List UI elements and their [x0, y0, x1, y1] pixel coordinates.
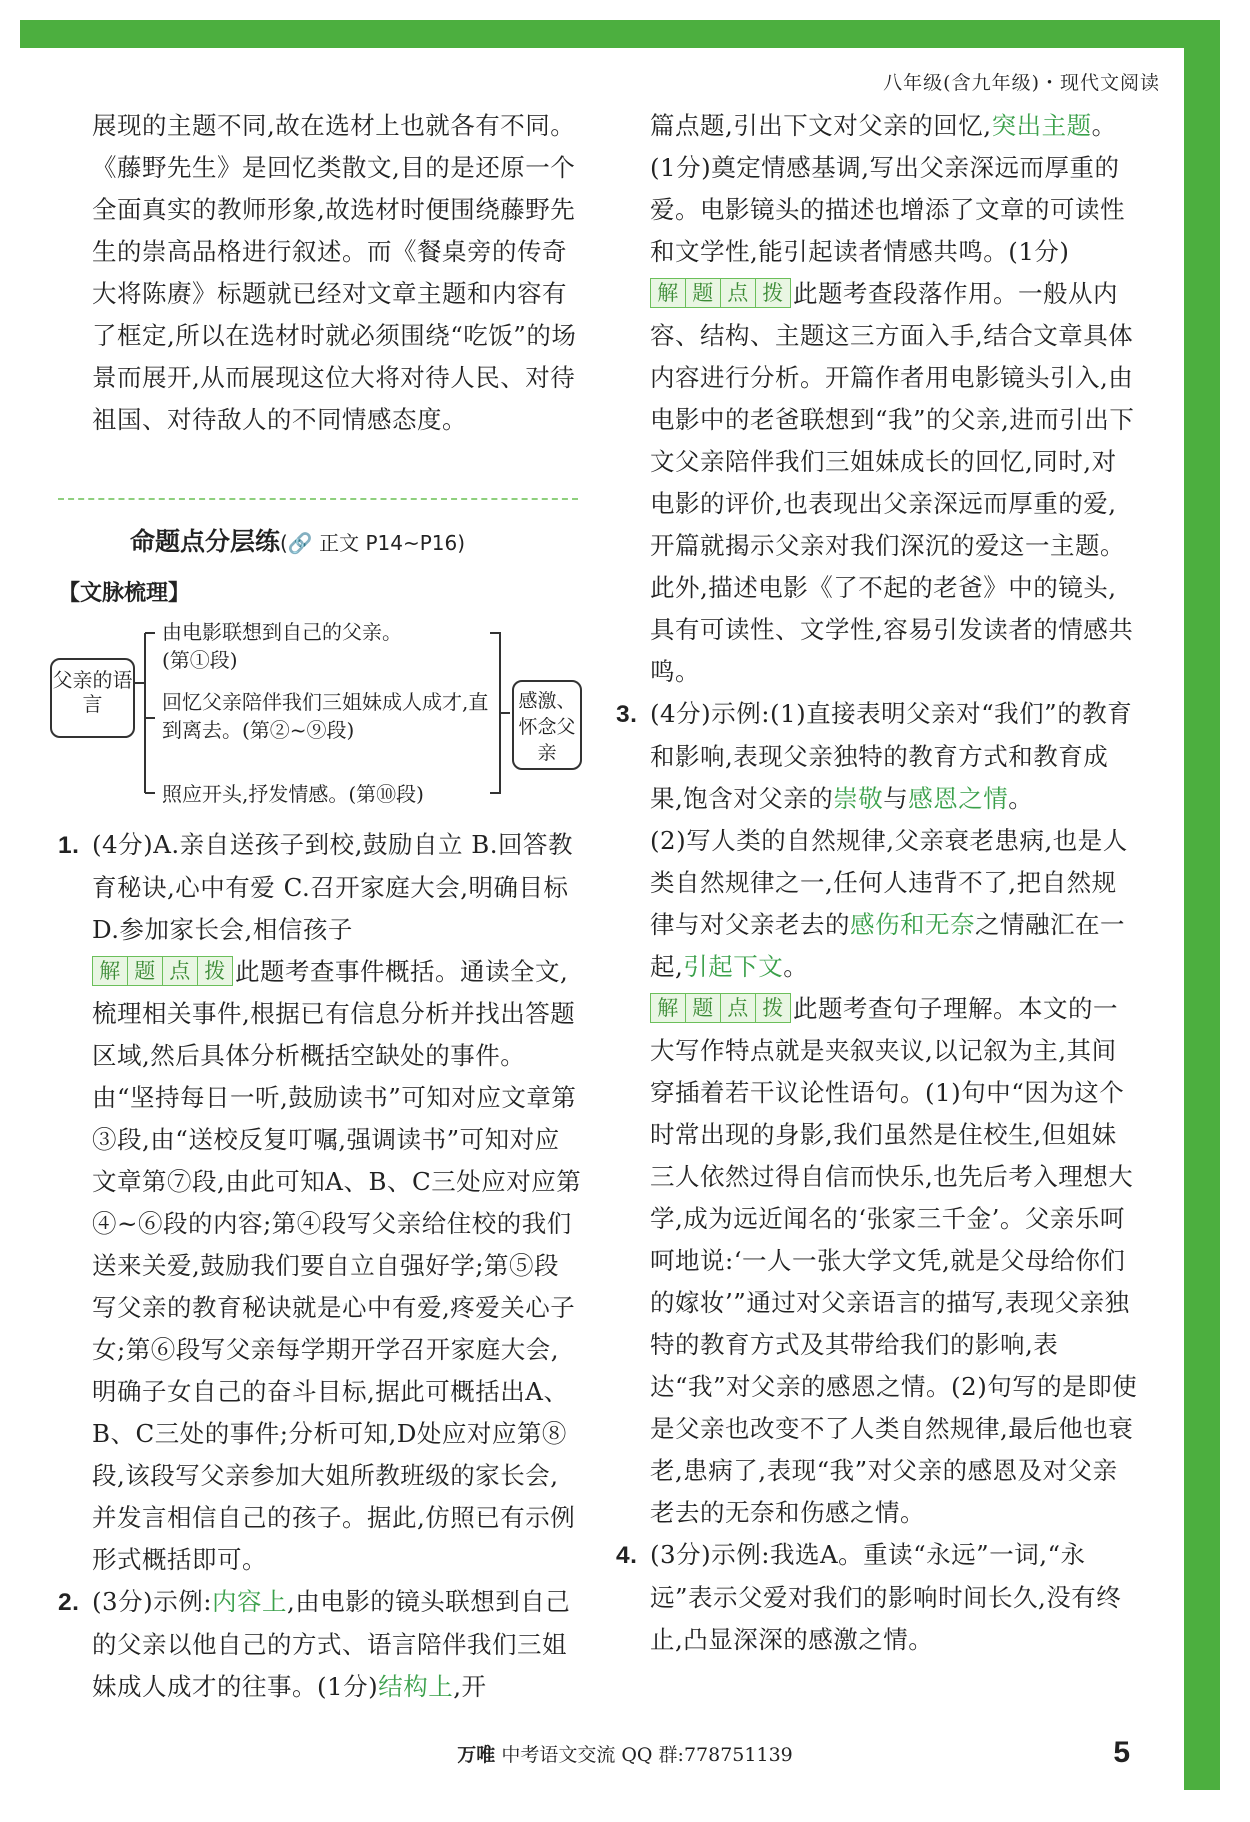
page-number: 5 — [1113, 1736, 1130, 1769]
answer-2-continued: 篇点题,引出下文对父亲的回忆,突出主题。(1分)奠定情感基调,写出父亲深远而厚重的爱。电影镜头的描述也增添了文章的可读性和文学性,能引起读者情感共鸣。(1分) — [650, 111, 1125, 266]
keyword-theme: 突出主题 — [991, 111, 1092, 140]
left-answers — [58, 824, 582, 1708]
answer-2-number: 2. — [58, 1589, 80, 1616]
answer-2-tip — [650, 273, 1140, 693]
mindmap-root: 父亲的语言 — [50, 658, 135, 738]
section-title-text: 命题点分层练 — [130, 527, 281, 556]
brand-logo: 万唯 — [457, 1744, 496, 1766]
mindmap-branch-1-note: (第①段) — [162, 648, 238, 672]
structure-mindmap — [50, 618, 590, 818]
intro-paragraph: 展现的主题不同,故在选材上也就各有不同。《藤野先生》是回忆类散文,目的是还原一个全面真实的教师形象,故选材时便围绕藤野先生的崇高品格进行叙述。而《餐桌旁的传奇大将陈赓》标题就已经对文章主题和内容有了框定,所以在选材时就必须围绕“吃饭”的场景而展开,从而展现这位大将对待人民、对待祖国、对待敌人的不同情感态度。 — [92, 111, 577, 434]
answer-1 — [58, 824, 582, 951]
mindmap-result: 感激、怀念父亲 — [512, 680, 582, 770]
right-column — [616, 105, 1140, 1661]
answer-4: 4. (3分)示例:我选A。重读“永远”一词,“永远”表示父爱对我们的影响时间长久,没有终止,凸显深深的感激之情。 — [650, 1534, 1140, 1661]
answer-3-tip-text: 此题考查句子理解。本文的一大写作特点就是夹叙夹议,以记叙为主,其间穿插着若干议论性语句。(1)句中“因为这个时常出现的身影,我们虽然是住校生,但姐妹三人依然过得自信而快乐,也先后考入理想大学,成为远近闻名的‘张家三千金’。父亲乐呵呵地说:‘一人一张大学文凭,就是父母给你们的嫁妆’”通过对父亲语言的描写,表现父亲独特的教育方式及其带给我们的影响,表达“我”对父亲的感恩之情。(2)句写的是即使是父亲也改变不了人类自然规律,最后他也衰老,患病了,表现“我”对父亲的感恩及对父亲老去的无奈和伤感之情。 — [650, 994, 1138, 1527]
section-divider — [58, 498, 578, 500]
answer-3-part-2: (2)写人类的自然规律,父亲衰老患病,也是人类自然规律之一,任何人违背不了,把自然规律与对父亲老去的感伤和无奈之情融汇在一起,引起下文。 — [650, 826, 1128, 981]
link-icon: 🔗 — [287, 531, 313, 555]
answer-2-tip-text: 此题考查段落作用。一般从内容、结构、主题这三方面入手,结合文章具体内容进行分析。开篇作者用电影镜头引入,由电影中的老爸联想到“我”的父亲,进而引出下文父亲陪伴我们三姐妹成长的回忆,同时,对电影的评价,也表现出父亲深远而厚重的爱,开篇就揭示父亲对我们深沉的爱这一主题。此外,描述电影《了不起的老爸》中的镜头,具有可读性、文学性,容易引发读者的情感共鸣。 — [650, 279, 1135, 686]
footer-text: 中考语文交流 QQ 群:778751139 — [501, 1744, 793, 1766]
section-ref: 正文 P14~P16 — [319, 531, 458, 555]
mindmap-branch-2: 回忆父亲陪伴我们三姐妹成人成才,直到离去。(第②~⑨段) — [162, 690, 489, 742]
sub-title: 【文脉梳理】 — [58, 581, 191, 606]
answer-3-number: 3. — [616, 701, 638, 728]
mindmap-branch-1 — [162, 618, 482, 674]
answer-1-tip — [92, 951, 582, 1581]
section-title: 命题点分层练(🔗 正文 P14~P16) — [130, 527, 466, 556]
answer-2: 2. (3分)示例:内容上,由电影的镜头联想到自己的父亲以他自己的方式、语言陪伴我们三姐妹成人成才的往事。(1分)结构上,开 — [92, 1581, 582, 1708]
page-footer — [0, 1740, 1250, 1767]
answer-4-number: 4. — [616, 1542, 638, 1569]
answer-3: 3. (4分)示例:(1)直接表明父亲对“我们”的教育和影响,表现父亲独特的教育方式和教育成果,饱含对父亲的崇敬与感恩之情。 — [650, 693, 1140, 820]
mindmap-branch-3: 照应开头,抒发情感。(第⑩段) — [162, 782, 424, 806]
mindmap-branch-1-text: 由电影联想到自己的父亲。 — [162, 620, 402, 644]
left-column — [92, 105, 582, 441]
answer-1-text: (4分)A.亲自送孩子到校,鼓励自立 B.回答教育秘诀,心中有爱 C.召开家庭大会,明确目标 D.参加家长会,相信孩子 — [92, 830, 574, 944]
answer-3-tip — [650, 988, 1140, 1534]
tip-badge: 解 题 点 拨 — [650, 993, 791, 1023]
page-header: 八年级(含九年级)・现代文阅读 — [883, 72, 1160, 94]
keyword-structure: 结构上 — [378, 1672, 454, 1701]
answer-1-number: 1. — [58, 832, 80, 859]
keyword-content: 内容上 — [211, 1587, 287, 1616]
tip-badge: 解 题 点 拨 — [92, 956, 233, 986]
tip-badge: 解 题 点 拨 — [650, 278, 791, 308]
answer-1-tip-text: 此题考查事件概括。通读全文,梳理相关事件,根据已有信息分析并找出答题区域,然后具体分析概括空缺处的事件。由“坚持每日一听,鼓励读书”可知对应文章第③段,由“送校反复叮嘱,强调读书”可知对应文章第⑦段,由此可知A、B、C三处应对应第④~⑥段的内容;第④段写父亲给住校的我们送来关爱,鼓励我们要自立自强好学;第⑤段写父亲的教育秘诀就是心中有爱,疼爱关心子女;第⑥段写父亲每学期开学召开家庭大会,明确子女自己的奋斗目标,据此可概括出A、B、C三处的事件;分析可知,D处应对应第⑧段,该段写父亲参加大姐所教班级的家长会,并发言相信自己的孩子。据此,仿照已有示例形式概括即可。 — [92, 957, 582, 1574]
